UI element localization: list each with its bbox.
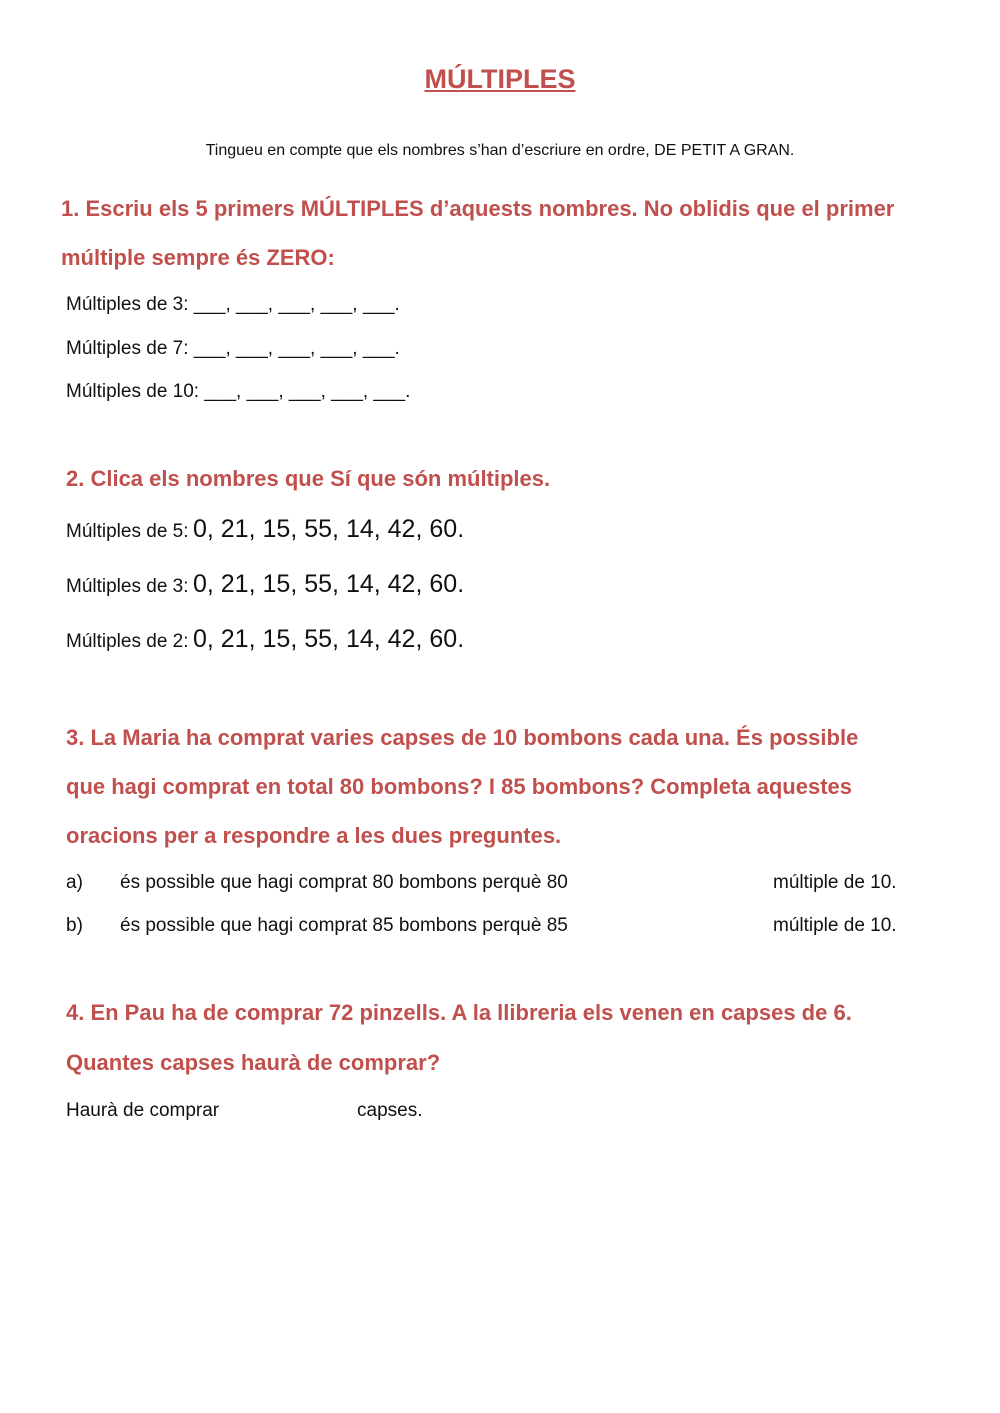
q2-number-option[interactable]: 60 — [429, 625, 458, 653]
q2-number-option[interactable]: 14 — [345, 515, 374, 543]
q2-number-option[interactable]: 42 — [387, 570, 416, 598]
q2-heading: 2. Clica els nombres que Sí que són múltiples. — [66, 466, 551, 491]
q3-heading-line1: 3. La Maria ha comprat varies capses de 10 bombons cada una. És possible — [66, 725, 859, 750]
q3-heading-line2: que hagi comprat en total 80 bombons? I 85 bombons? Completa aquestes — [66, 774, 853, 799]
q3-item-text: és possible que hagi comprat 80 bombons perquè 80 — [120, 872, 568, 893]
q2-row-label: Múltiples de 5: — [66, 521, 189, 542]
q2-number-option[interactable]: 60 — [429, 515, 458, 543]
q1-row-label: Múltiples de 10: — [66, 381, 200, 402]
q1-answer-blanks[interactable]: ___, ___, ___, ___, ___. — [193, 338, 400, 359]
q2-number-option[interactable]: 42 — [387, 625, 416, 653]
q3-item-end: múltiple de 10. — [773, 915, 897, 936]
q2-number-list: 0, 21, 15, 55, 14, 42, 60. — [192, 570, 465, 598]
q2-row-label: Múltiples de 2: — [66, 631, 189, 652]
q2-number-option[interactable]: 21 — [220, 570, 249, 598]
q2-number-option[interactable]: 15 — [262, 625, 291, 653]
q2-number-option[interactable]: 0 — [192, 515, 207, 543]
q2-number-option[interactable]: 0 — [192, 625, 207, 653]
q1-row — [66, 338, 400, 360]
q2-number-option[interactable]: 0 — [192, 570, 207, 598]
q2-number-option[interactable]: 14 — [345, 625, 374, 653]
q2-number-option[interactable]: 42 — [387, 515, 416, 543]
q2-number-option[interactable]: 21 — [220, 515, 249, 543]
q2-number-list: 0, 21, 15, 55, 14, 42, 60. — [192, 625, 465, 653]
instructions: Tingueu en compte que els nombres s’han d’escriure en ordre, DE PETIT A GRAN. — [205, 142, 795, 159]
q2-number-option[interactable]: 55 — [304, 625, 333, 653]
q2-row — [66, 570, 464, 599]
q3-item-marker: b) — [66, 915, 83, 936]
q3-answer-blank[interactable] — [632, 915, 764, 941]
q2-number-option[interactable]: 55 — [304, 515, 333, 543]
q4-heading-line2: Quantes capses haurà de comprar? — [66, 1050, 441, 1075]
q1-row-label: Múltiples de 3: — [66, 294, 189, 315]
q2-number-option[interactable]: 15 — [262, 570, 291, 598]
q3-item-end: múltiple de 10. — [773, 872, 897, 893]
q2-number-option[interactable]: 15 — [262, 515, 291, 543]
q3-heading-line3: oracions per a respondre a les dues preguntes. — [66, 823, 562, 848]
q4-heading-line1: 4. En Pau ha de comprar 72 pinzells. A la llibreria els venen en capses de 6. — [66, 1000, 852, 1025]
q1-answer-blanks[interactable]: ___, ___, ___, ___, ___. — [193, 294, 400, 315]
q2-row — [66, 515, 464, 544]
q1-row-label: Múltiples de 7: — [66, 338, 189, 359]
q1-heading-line2: múltiple sempre és ZERO: — [61, 245, 335, 270]
q1-heading-line1: 1. Escriu els 5 primers MÚLTIPLES d’aquests nombres. No oblidis que el primer — [61, 196, 895, 221]
q1-answer-blanks[interactable]: ___, ___, ___, ___, ___. — [204, 381, 411, 402]
q2-row-label: Múltiples de 3: — [66, 576, 189, 597]
q4-answer-prefix: Haurà de comprar — [66, 1100, 220, 1121]
q3-item-text: és possible que hagi comprat 85 bombons perquè 85 — [120, 915, 568, 936]
q4-answer-blank[interactable] — [246, 1100, 350, 1126]
q2-number-list: 0, 21, 15, 55, 14, 42, 60. — [192, 515, 465, 543]
page-title: MÚLTIPLES — [424, 64, 576, 94]
q4-answer-suffix: capses. — [357, 1100, 423, 1121]
q3-answer-blank[interactable] — [632, 872, 764, 898]
q3-item-marker: a) — [66, 872, 83, 893]
q2-number-option[interactable]: 55 — [304, 570, 333, 598]
q1-row — [66, 294, 400, 316]
q2-number-option[interactable]: 60 — [429, 570, 458, 598]
q2-row — [66, 625, 464, 654]
q2-number-option[interactable]: 21 — [220, 625, 249, 653]
q2-number-option[interactable]: 14 — [345, 570, 374, 598]
q1-row — [66, 381, 410, 403]
